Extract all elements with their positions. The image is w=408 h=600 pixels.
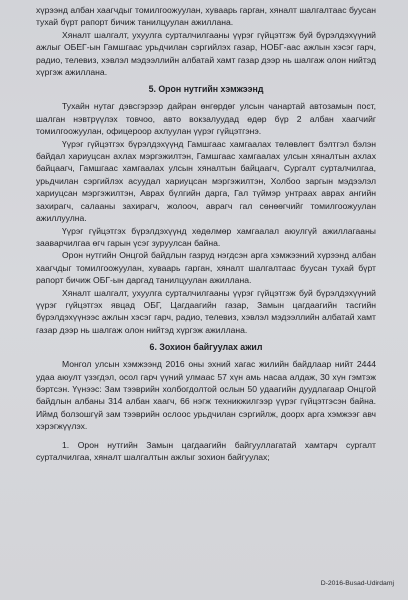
- footer-document-code: D-2016-Busad-Udirdamj: [320, 580, 394, 587]
- paragraph: Орон нутгийн Онцгой байдлын газруд нэгдсэн арга хэмжээний хүрээнд албан хаагчдыг томилгоожуулан, хуваарь гарган, хяналт шалгалтаас буусан тухай бүрт рапорт бичиж ОБГ-ын даргад танилцуулан ажиллана.: [36, 250, 376, 286]
- paragraph: Монгол улсын хэмжээнд 2016 оны эхний хагас жилийн байдлаар нийт 2444 удаа аюулт үзэгдэл, осол гарч үүний улмаас 57 хүн амь насаа алдаж, 30 хүн гэмтэж бэртсэн. Үүнээс: Зам тээврийн холбогдолтой ослын 50 удаагийн дуудлагаар Онцгой байдлын албаны 314 албан хаагч, 66 нэгж техникжилгээр үүрэг гүйцэтгэсэн байна. Иймд болзошгүй зам тээврийн ослоос урьдчилан сэргийлж, доорх арга хэмжээг авч хэрэгжүүлэх.: [36, 359, 376, 432]
- paragraph: хүрээнд албан хаагчдыг томилгоожуулан, хуваарь гарган, хяналт шалгалтаас буусан тухай бүрт рапорт бичиж танилцуулан ажиллана.: [36, 5, 376, 28]
- paragraph: Үүрэг гүйцэтгэх бүрэлдэхүүнд хөдөлмөр хамгаалал аюулгүй ажиллагааны зааварчилгаа өгч гарын үсэг зуруулсан байна.: [36, 225, 376, 248]
- section-heading: 5. Орон нутгийн хэмжээнд: [148, 84, 264, 95]
- list-item: 1. Орон нутгийн Замын цагдаагийн байгууллагатай хамтарч сургалт сурталчилгаа, хяналт шалгалтын ажлыг зохион байгуулах;: [36, 439, 376, 462]
- paragraph: Тухайн нутаг дэвсгэрээр дайран өнгөрдөг улсын чанартай автозамын пост, шалган нэвтрүүлэх товчоо, авто вокзалуудад өдөр бүр 2 албан хаагчийг томилгоожуулан, офицероор ахлуулан үүрэг гүйцэтгэнэ.: [36, 101, 376, 137]
- section-heading: 6. Зохион байгуулах ажил: [149, 342, 263, 353]
- paragraph: Үүрэг гүйцэтгэх бүрэлдэхүүнд Гамшгаас хамгаалах төлөвлөгт бэлтгэл бэлэн байдал хариуцсан ахлах мэргэжилтэн, Гамшгаас хамгаалах улсын хяналтын ахлах байцаагч, Гамшгаас хамгаалах улсын хяналтын байцаагч, Сургалт сурталчилгаа, урьдчилан сэргийлэх асуудал хариуцсан мэргэжилтэн, Холбоо заргын мэдээлэл хариуцсан мэргэжилтэн, Аврах бүлгийн дарга, Гал түймэр унтраах аврах ангийн захирагч, салааны захирагч, жолооч, аврагч гал сөнөөгчийг томилгоожуулан ажиллуулна.: [36, 138, 376, 224]
- paragraph: Хяналт шалгалт, ухуулга сурталчилгааны үүрэг гүйцэтгэж буй бүрэлдэхүүний үүрэг гүйцэтгэх явцад ОБГ, Цагдаагийн газар, Замын цагдаагийн тасгийн бүрэлдэхүүнээс ажлын хэсэг гарч, радио, телевиз, хэвлэл мэдээллийн албатай хамт газар дээр нь шалгаж олон нийтэд хүргэж ажиллана.: [36, 287, 376, 335]
- paragraph: Хяналт шалгалт, ухуулга сурталчилгааны үүрэг гүйцэтгэж буй бүрэлдэхүүний ажлыг ОБЕГ-ын Гамшгаас урьдчилан сэргийлэх газар, НОБГ-аас ажлын хэсэг гарч, радио, телевиз, хэвлэл мэдээллийн албатай хамт газар дээр нь шалгаж олон нийтэд хүргэж ажиллана.: [36, 29, 376, 78]
